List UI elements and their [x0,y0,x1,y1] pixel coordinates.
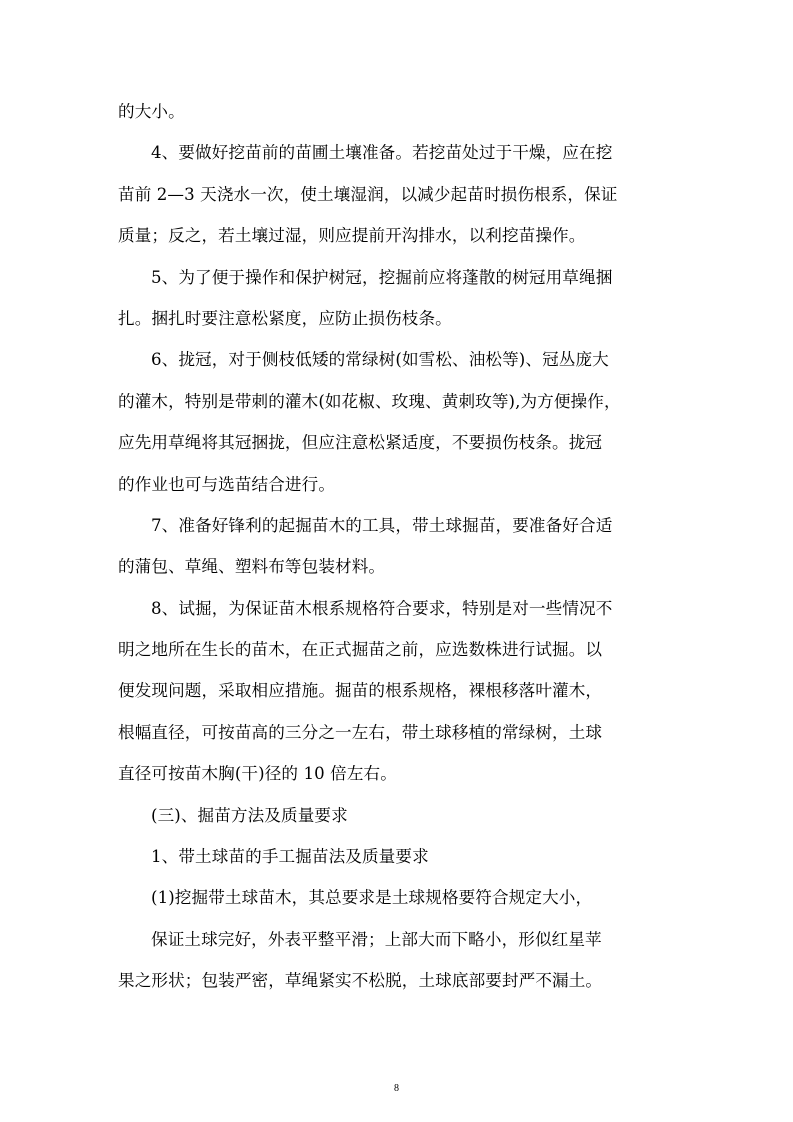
page-number: 8 [394,1083,399,1094]
text-line: 5、为了便于操作和保护树冠，挖掘前应将蓬散的树冠用草绳捆 [151,267,613,287]
text-line: 扎。捆扎时要注意松紧度，应防止损伤枝条。 [118,308,452,328]
text-line: 直径可按苗木胸(干)径的 10 倍左右。 [118,764,397,784]
text-line: 应先用草绳将其冠捆拢，但应注意松紧适度，不要损伤枝条。拢冠 [118,433,603,453]
text-line: (1)挖掘带土球苗木，其总要求是土球规格要符合规定大小， [151,888,593,908]
text-line: 7、准备好锋利的起掘苗木的工具，带土球掘苗，要准备好合适 [151,515,613,535]
section-heading: (三)、掘苗方法及质量要求 [151,805,348,825]
text-line: 6、拢冠，对于侧枝低矮的常绿树(如雪松、油松等)、冠丛庞大 [151,350,609,370]
text-line: 的作业也可与选苗结合进行。 [118,474,336,494]
text-line: 苗前 2—3 天浇水一次，使土壤湿润，以减少起苗时损伤根系，保证 [118,184,618,204]
text-line: 8、试掘，为保证苗木根系规格符合要求，特别是对一些情况不 [151,598,613,618]
text-line: 的大小。 [118,102,185,121]
subsection-heading: 1、带土球苗的手工掘苗法及质量要求 [151,847,429,867]
text-line: 明之地所在生长的苗木，在正式掘苗之前，应选数株进行试掘。以 [118,640,603,660]
text-line: 的蒲包、草绳、塑料布等包装材料。 [118,557,386,577]
document-body [118,91,621,1002]
text-line: 的灌木，特别是带刺的灌木(如花椒、玫瑰、黄刺玫等),为方便操作， [118,391,621,411]
text-line: 保证土球完好，外表平整平滑；上部大而下略小，形似红星苹 [151,929,602,949]
text-line: 便发现问题，采取相应措施。掘苗的根系规格，裸根移落叶灌木， [118,681,603,701]
text-line: 果之形状；包装严密，草绳紧实不松脱，土球底部要封严不漏土。 [118,971,603,991]
text-line: 根幅直径，可按苗高的三分之一左右，带土球移植的常绿树，土球 [118,722,603,742]
text-line: 质量；反之，若土壤过湿，则应提前开沟排水，以利挖苗操作。 [118,226,586,246]
text-line: 4、要做好挖苗前的苗圃土壤准备。若挖苗处过于干燥，应在挖 [151,143,613,163]
